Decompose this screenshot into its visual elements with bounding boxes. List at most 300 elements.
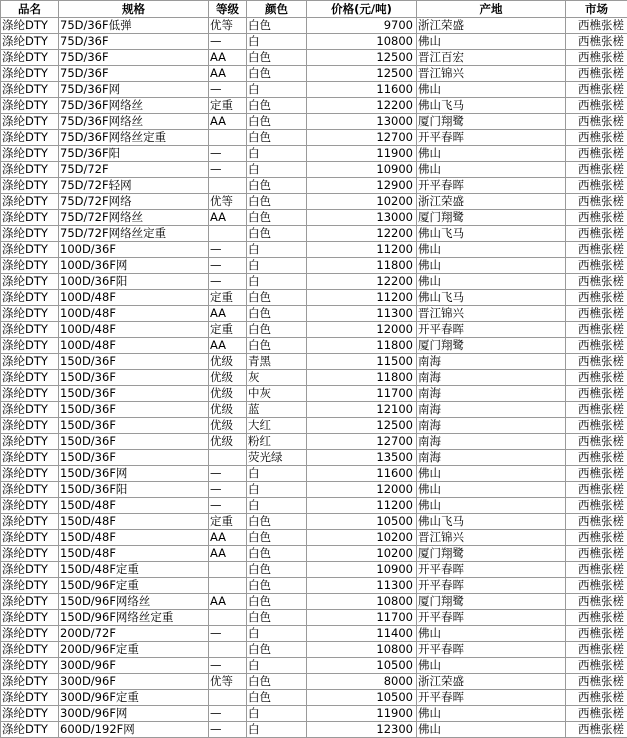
cell-origin: 浙江荣盛 [417,18,566,34]
cell-market: 西樵张槎 [566,146,627,162]
table-row [1,290,627,306]
cell-spec: 150D/36F网 [59,466,209,482]
cell-price: 9700 [307,18,417,34]
cell-market: 西樵张槎 [566,338,627,354]
cell-market: 西樵张槎 [566,498,627,514]
cell-product-name: 涤纶DTY [1,658,59,674]
cell-color: 白 [247,34,307,50]
cell-spec: 150D/36F [59,370,209,386]
cell-market: 西樵张槎 [566,322,627,338]
cell-spec: 150D/36F [59,386,209,402]
cell-grade: 优级 [209,402,247,418]
cell-product-name: 涤纶DTY [1,178,59,194]
table-row [1,178,627,194]
cell-spec: 100D/36F [59,242,209,258]
cell-color: 白色 [247,66,307,82]
cell-spec: 75D/36F网络丝 [59,98,209,114]
table-row [1,130,627,146]
table-row [1,210,627,226]
cell-spec: 200D/96F定重 [59,642,209,658]
cell-color: 白 [247,706,307,722]
cell-origin: 佛山飞马 [417,514,566,530]
cell-price: 12000 [307,482,417,498]
cell-grade: 定重 [209,514,247,530]
cell-origin: 南海 [417,386,566,402]
cell-color: 白色 [247,226,307,242]
cell-product-name: 涤纶DTY [1,290,59,306]
cell-market: 西樵张槎 [566,258,627,274]
cell-price: 10500 [307,690,417,706]
cell-product-name: 涤纶DTY [1,674,59,690]
cell-grade [209,578,247,594]
cell-spec: 100D/36F阳 [59,274,209,290]
cell-market: 西樵张槎 [566,210,627,226]
cell-product-name: 涤纶DTY [1,418,59,434]
header-grade: 等级 [209,1,247,18]
table-row [1,546,627,562]
cell-color: 白色 [247,594,307,610]
cell-price: 11200 [307,290,417,306]
cell-color: 白 [247,258,307,274]
cell-color: 白 [247,146,307,162]
cell-market: 西樵张槎 [566,226,627,242]
table-row [1,242,627,258]
cell-spec: 300D/96F定重 [59,690,209,706]
cell-origin: 南海 [417,354,566,370]
cell-spec: 150D/36F [59,418,209,434]
cell-product-name: 涤纶DTY [1,146,59,162]
cell-price: 10200 [307,530,417,546]
cell-price: 12900 [307,178,417,194]
cell-product-name: 涤纶DTY [1,498,59,514]
cell-price: 10200 [307,546,417,562]
cell-spec: 300D/96F网 [59,706,209,722]
cell-color: 白色 [247,690,307,706]
table-row [1,626,627,642]
cell-product-name: 涤纶DTY [1,482,59,498]
table-row [1,658,627,674]
cell-spec: 75D/36F [59,34,209,50]
cell-market: 西樵张槎 [566,274,627,290]
cell-color: 白色 [247,50,307,66]
cell-market: 西樵张槎 [566,514,627,530]
cell-origin: 佛山 [417,146,566,162]
header-row [1,1,627,18]
table-row [1,690,627,706]
cell-origin: 南海 [417,434,566,450]
cell-origin: 开平春晖 [417,642,566,658]
cell-market: 西樵张槎 [566,162,627,178]
table-row [1,578,627,594]
cell-grade: AA [209,210,247,226]
cell-market: 西樵张槎 [566,386,627,402]
cell-market: 西樵张槎 [566,594,627,610]
cell-market: 西樵张槎 [566,194,627,210]
cell-color: 白色 [247,322,307,338]
table-row [1,674,627,690]
cell-color: 白色 [247,114,307,130]
table-row [1,562,627,578]
table-row [1,322,627,338]
cell-origin: 开平春晖 [417,130,566,146]
cell-spec: 150D/48F [59,498,209,514]
cell-spec: 75D/36F [59,66,209,82]
cell-origin: 开平春晖 [417,562,566,578]
cell-grade: — [209,34,247,50]
cell-price: 11600 [307,82,417,98]
cell-spec: 150D/96F网络丝定重 [59,610,209,626]
cell-market: 西樵张槎 [566,242,627,258]
cell-origin: 佛山 [417,274,566,290]
cell-market: 西樵张槎 [566,546,627,562]
cell-grade: 定重 [209,322,247,338]
cell-color: 白 [247,162,307,178]
cell-price: 12700 [307,130,417,146]
cell-price: 11400 [307,626,417,642]
cell-spec: 75D/72F网络 [59,194,209,210]
cell-spec: 150D/96F网络丝 [59,594,209,610]
cell-color: 白色 [247,306,307,322]
cell-grade: — [209,722,247,738]
cell-market: 西樵张槎 [566,434,627,450]
cell-market: 西樵张槎 [566,658,627,674]
table-row [1,482,627,498]
cell-price: 12100 [307,402,417,418]
cell-origin: 佛山 [417,482,566,498]
cell-spec: 100D/48F [59,322,209,338]
cell-market: 西樵张槎 [566,50,627,66]
cell-origin: 南海 [417,450,566,466]
cell-grade: AA [209,114,247,130]
cell-spec: 75D/72F轻网 [59,178,209,194]
table-row [1,98,627,114]
cell-color: 荧光绿 [247,450,307,466]
cell-grade: AA [209,50,247,66]
cell-product-name: 涤纶DTY [1,210,59,226]
cell-market: 西樵张槎 [566,98,627,114]
cell-spec: 150D/48F [59,546,209,562]
cell-spec: 75D/72F [59,162,209,178]
cell-market: 西樵张槎 [566,642,627,658]
table-row [1,370,627,386]
cell-color: 白 [247,626,307,642]
cell-grade: — [209,706,247,722]
cell-price: 10800 [307,34,417,50]
cell-price: 11600 [307,466,417,482]
table-row [1,114,627,130]
cell-price: 12000 [307,322,417,338]
cell-price: 10500 [307,658,417,674]
cell-grade: — [209,162,247,178]
cell-market: 西樵张槎 [566,66,627,82]
header-color: 颜色 [247,1,307,18]
cell-product-name: 涤纶DTY [1,562,59,578]
table-row [1,194,627,210]
cell-product-name: 涤纶DTY [1,34,59,50]
table-row [1,642,627,658]
cell-spec: 75D/36F网络丝定重 [59,130,209,146]
cell-product-name: 涤纶DTY [1,626,59,642]
table-row [1,306,627,322]
cell-market: 西樵张槎 [566,706,627,722]
cell-price: 12500 [307,50,417,66]
table-row [1,226,627,242]
header-product-name: 品名 [1,1,59,18]
cell-color: 白 [247,482,307,498]
cell-grade: 定重 [209,98,247,114]
cell-price: 11500 [307,354,417,370]
cell-spec: 100D/36F网 [59,258,209,274]
cell-price: 13000 [307,210,417,226]
table-row [1,34,627,50]
cell-origin: 厦门翔鹭 [417,338,566,354]
table-row [1,258,627,274]
table-row [1,466,627,482]
cell-grade: AA [209,530,247,546]
cell-origin: 佛山 [417,498,566,514]
cell-market: 西樵张槎 [566,626,627,642]
cell-market: 西樵张槎 [566,402,627,418]
cell-product-name: 涤纶DTY [1,546,59,562]
cell-market: 西樵张槎 [566,690,627,706]
cell-spec: 100D/48F [59,306,209,322]
table-row [1,274,627,290]
cell-market: 西樵张槎 [566,578,627,594]
cell-spec: 75D/36F [59,50,209,66]
cell-origin: 南海 [417,370,566,386]
cell-market: 西樵张槎 [566,178,627,194]
cell-spec: 150D/48F [59,514,209,530]
cell-price: 10900 [307,162,417,178]
cell-market: 西樵张槎 [566,82,627,98]
cell-product-name: 涤纶DTY [1,690,59,706]
cell-product-name: 涤纶DTY [1,98,59,114]
cell-color: 粉红 [247,434,307,450]
table-row [1,354,627,370]
table-row [1,66,627,82]
table-row [1,530,627,546]
cell-color: 蓝 [247,402,307,418]
cell-price: 11200 [307,242,417,258]
cell-color: 白色 [247,530,307,546]
cell-grade: 优级 [209,370,247,386]
cell-origin: 佛山 [417,658,566,674]
cell-market: 西樵张槎 [566,130,627,146]
cell-spec: 600D/192F网 [59,722,209,738]
cell-price: 11300 [307,578,417,594]
cell-price: 8000 [307,674,417,690]
cell-origin: 佛山 [417,34,566,50]
cell-product-name: 涤纶DTY [1,66,59,82]
cell-origin: 浙江荣盛 [417,194,566,210]
cell-spec: 150D/36F阳 [59,482,209,498]
cell-spec: 75D/36F网 [59,82,209,98]
header-origin: 产地 [417,1,566,18]
cell-color: 白色 [247,178,307,194]
cell-price: 11700 [307,386,417,402]
cell-product-name: 涤纶DTY [1,530,59,546]
cell-product-name: 涤纶DTY [1,386,59,402]
cell-color: 白色 [247,98,307,114]
table-row [1,146,627,162]
cell-grade: — [209,274,247,290]
table-row [1,338,627,354]
cell-product-name: 涤纶DTY [1,258,59,274]
cell-price: 12500 [307,418,417,434]
cell-grade: — [209,466,247,482]
cell-price: 13500 [307,450,417,466]
cell-product-name: 涤纶DTY [1,354,59,370]
cell-price: 13000 [307,114,417,130]
cell-product-name: 涤纶DTY [1,434,59,450]
cell-grade [209,642,247,658]
cell-grade: 优等 [209,18,247,34]
cell-grade [209,226,247,242]
cell-origin: 浙江荣盛 [417,674,566,690]
cell-color: 白色 [247,578,307,594]
cell-color: 白色 [247,194,307,210]
cell-market: 西樵张槎 [566,562,627,578]
cell-origin: 厦门翔鹭 [417,546,566,562]
cell-origin: 佛山 [417,258,566,274]
cell-origin: 南海 [417,418,566,434]
cell-market: 西樵张槎 [566,418,627,434]
cell-grade: — [209,146,247,162]
cell-product-name: 涤纶DTY [1,722,59,738]
cell-product-name: 涤纶DTY [1,450,59,466]
table-row [1,82,627,98]
cell-market: 西樵张槎 [566,354,627,370]
cell-grade: 优级 [209,418,247,434]
cell-color: 白 [247,466,307,482]
cell-market: 西樵张槎 [566,114,627,130]
cell-color: 白色 [247,642,307,658]
cell-product-name: 涤纶DTY [1,18,59,34]
table-row [1,722,627,738]
cell-color: 大红 [247,418,307,434]
table-row [1,594,627,610]
cell-price: 10200 [307,194,417,210]
cell-product-name: 涤纶DTY [1,514,59,530]
cell-origin: 佛山飞马 [417,226,566,242]
cell-price: 12500 [307,66,417,82]
cell-color: 灰 [247,370,307,386]
cell-market: 西樵张槎 [566,34,627,50]
cell-grade: — [209,82,247,98]
cell-grade: AA [209,594,247,610]
cell-spec: 150D/48F定重 [59,562,209,578]
cell-color: 白 [247,658,307,674]
cell-price: 12200 [307,226,417,242]
cell-origin: 佛山 [417,82,566,98]
cell-product-name: 涤纶DTY [1,466,59,482]
cell-grade: — [209,258,247,274]
cell-price: 12200 [307,98,417,114]
cell-spec: 300D/96F [59,658,209,674]
table-row [1,402,627,418]
table-row [1,418,627,434]
header-market: 市场 [566,1,627,18]
cell-spec: 75D/36F网络丝 [59,114,209,130]
cell-grade: AA [209,306,247,322]
cell-origin: 佛山 [417,626,566,642]
cell-spec: 150D/48F [59,530,209,546]
cell-product-name: 涤纶DTY [1,642,59,658]
cell-grade: — [209,242,247,258]
cell-color: 白 [247,498,307,514]
cell-market: 西樵张槎 [566,674,627,690]
cell-color: 白 [247,82,307,98]
cell-price: 10800 [307,594,417,610]
cell-price: 10800 [307,642,417,658]
cell-price: 12200 [307,274,417,290]
cell-origin: 佛山 [417,722,566,738]
cell-spec: 200D/72F [59,626,209,642]
cell-price: 11700 [307,610,417,626]
cell-market: 西樵张槎 [566,482,627,498]
cell-spec: 75D/72F网络丝定重 [59,226,209,242]
cell-product-name: 涤纶DTY [1,338,59,354]
table-row [1,514,627,530]
cell-product-name: 涤纶DTY [1,594,59,610]
cell-color: 白色 [247,562,307,578]
cell-color: 白色 [247,290,307,306]
cell-spec: 100D/48F [59,290,209,306]
cell-grade: — [209,658,247,674]
cell-price: 11200 [307,498,417,514]
cell-price: 11300 [307,306,417,322]
cell-grade: 优等 [209,194,247,210]
table-row [1,450,627,466]
cell-origin: 晋江百宏 [417,50,566,66]
cell-spec: 75D/36F阳 [59,146,209,162]
cell-grade [209,130,247,146]
cell-market: 西樵张槎 [566,722,627,738]
cell-grade: AA [209,338,247,354]
cell-market: 西樵张槎 [566,450,627,466]
cell-price: 10500 [307,514,417,530]
cell-color: 白色 [247,338,307,354]
cell-origin: 佛山 [417,466,566,482]
cell-color: 白 [247,242,307,258]
cell-product-name: 涤纶DTY [1,706,59,722]
cell-product-name: 涤纶DTY [1,578,59,594]
table-row [1,706,627,722]
cell-color: 白色 [247,514,307,530]
cell-grade: — [209,498,247,514]
cell-grade [209,610,247,626]
table-row [1,18,627,34]
cell-origin: 厦门翔鹭 [417,210,566,226]
cell-price: 11900 [307,706,417,722]
cell-price: 11800 [307,258,417,274]
cell-color: 中灰 [247,386,307,402]
cell-product-name: 涤纶DTY [1,226,59,242]
cell-market: 西樵张槎 [566,18,627,34]
cell-product-name: 涤纶DTY [1,162,59,178]
table-row [1,434,627,450]
cell-grade: — [209,626,247,642]
table-row [1,498,627,514]
cell-grade: — [209,482,247,498]
header-spec: 规格 [59,1,209,18]
cell-price: 12700 [307,434,417,450]
cell-origin: 晋江锦兴 [417,530,566,546]
cell-origin: 晋江锦兴 [417,66,566,82]
cell-origin: 开平春晖 [417,322,566,338]
cell-product-name: 涤纶DTY [1,242,59,258]
cell-spec: 150D/36F [59,434,209,450]
